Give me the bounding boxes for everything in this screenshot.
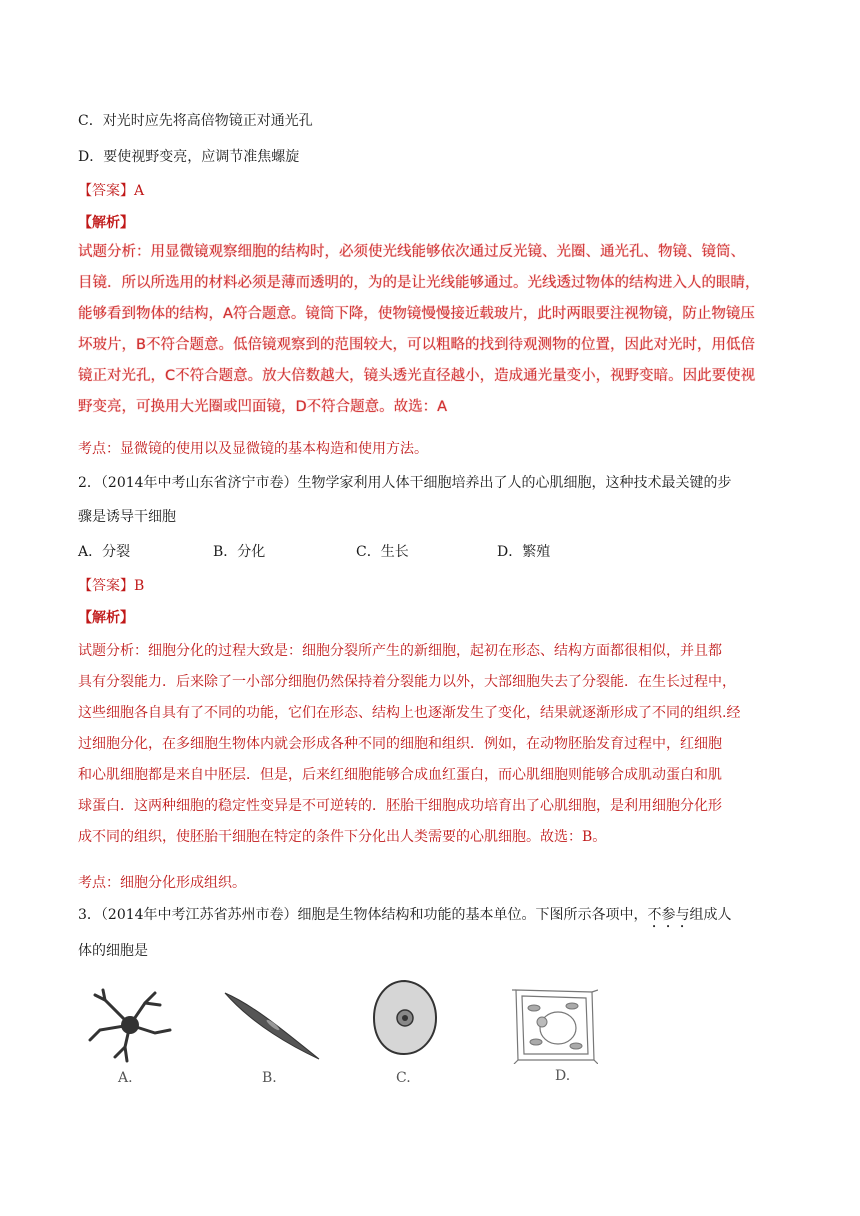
q2-stem-line-2: 骤是诱导干细胞 bbox=[78, 509, 176, 525]
q1-analysis-line: 镜正对光孔，C不符合题意。放大倍数越大，镜头透光直径越小，造成通光量变小，视野变暗。因此要使视 bbox=[78, 368, 756, 384]
q2-analysis-line: 具有分裂能力．后来除了一小部分细胞仍然保持着分裂能力以外，大部细胞失去了分裂能．在生长过程中， bbox=[78, 674, 736, 690]
q2-analysis bbox=[78, 636, 788, 853]
q1-analysis-line: 野变亮，可换用大光圈或凹面镜，D不符合题意。故选：A bbox=[78, 399, 448, 415]
q3-stem-text: 3．（2014年中考江苏省苏州市卷）细胞是生物体结构和功能的基本单位。下图所示各项中， bbox=[78, 907, 648, 923]
q1-analysis-label: 【解析】 bbox=[78, 215, 134, 231]
q2-analysis-line: 这些细胞各自具有了不同的功能，它们在形态、结构上也逐渐发生了变化，结果就逐渐形成了不同的组织.经 bbox=[78, 705, 741, 721]
q3-stem-line-1 bbox=[78, 904, 732, 931]
q2-option-d: D．繁殖 bbox=[497, 544, 551, 560]
figure-label-d: D. bbox=[555, 1068, 571, 1084]
q2-kaodian: 考点：细胞分化形成组织。 bbox=[78, 875, 246, 891]
plant-cell-figure bbox=[512, 988, 598, 1064]
q3-stem-emphasis: 不参与 bbox=[647, 907, 690, 923]
q1-analysis-line: 目镜．所以所选用的材料必须是薄而透明的，为的是让光线能够通过。光线透过物体的结构进入人的眼睛， bbox=[78, 275, 760, 291]
q2-option-c: C．生长 bbox=[356, 544, 409, 560]
figure-label-a: A. bbox=[118, 1070, 133, 1086]
q1-option-c: C．对光时应先将高倍物镜正对通光孔 bbox=[78, 113, 313, 129]
q2-option-a: A．分裂 bbox=[78, 544, 131, 560]
q2-analysis-label: 【解析】 bbox=[78, 610, 134, 626]
q2-answer: 【答案】B bbox=[78, 578, 145, 594]
q1-analysis-line: 坏玻片，B不符合题意。低倍镜观察到的范围较大，可以粗略的找到待观测物的位置，因此对光时，用低倍 bbox=[78, 337, 755, 353]
q1-analysis-line: 能够看到物体的结构，A符合题意。镜筒下降，使物镜慢慢接近载玻片，此时两眼要注视物镜，防止物镜压 bbox=[78, 306, 755, 322]
q2-analysis-line: 成不同的组织，使胚胎干细胞在特定的条件下分化出人类需要的心肌细胞。故选：B。 bbox=[78, 829, 607, 845]
q2-analysis-line: 过细胞分化，在多细胞生物体内就会形成各种不同的细胞和组织．例如，在动物胚胎发育过程中，红细胞 bbox=[78, 736, 722, 752]
q2-stem-line-1: 2．（2014年中考山东省济宁市卷）生物学家利用人体干细胞培养出了人的心肌细胞，这种技术最关键的步 bbox=[78, 475, 732, 491]
epithelial-cell-figure bbox=[370, 978, 440, 1058]
q1-analysis bbox=[78, 237, 790, 423]
q3-stem-line-2: 体的细胞是 bbox=[78, 943, 148, 959]
muscle-cell-figure bbox=[223, 985, 323, 1065]
q1-kaodian: 考点：显微镜的使用以及显微镜的基本构造和使用方法。 bbox=[78, 441, 428, 457]
q1-option-d: D．要使视野变亮，应调节准焦螺旋 bbox=[78, 149, 300, 165]
neuron-cell-figure bbox=[85, 985, 175, 1065]
q1-analysis-line: 试题分析：用显微镜观察细胞的结构时，必须使光线能够依次通过反光镜、光圈、通光孔、物镜、镜筒、 bbox=[78, 244, 745, 260]
q3-stem-text-end: 组成人 bbox=[689, 907, 732, 923]
q2-analysis-line: 球蛋白．这两种细胞的稳定性变异是不可逆转的．胚胎干细胞成功培育出了心肌细胞，是利用细胞分化形 bbox=[78, 798, 722, 814]
figure-label-c: C. bbox=[396, 1070, 411, 1086]
q2-analysis-line: 和心肌细胞都是来自中胚层．但是，后来红细胞能够合成血红蛋白，而心肌细胞则能够合成肌动蛋白和肌 bbox=[78, 767, 722, 783]
q1-answer: 【答案】A bbox=[78, 183, 145, 199]
q2-option-b: B．分化 bbox=[213, 544, 266, 560]
figure-label-b: B. bbox=[262, 1070, 277, 1086]
q2-analysis-line: 试题分析：细胞分化的过程大致是：细胞分裂所产生的新细胞，起初在形态、结构方面都很相似，并且都 bbox=[78, 643, 722, 659]
